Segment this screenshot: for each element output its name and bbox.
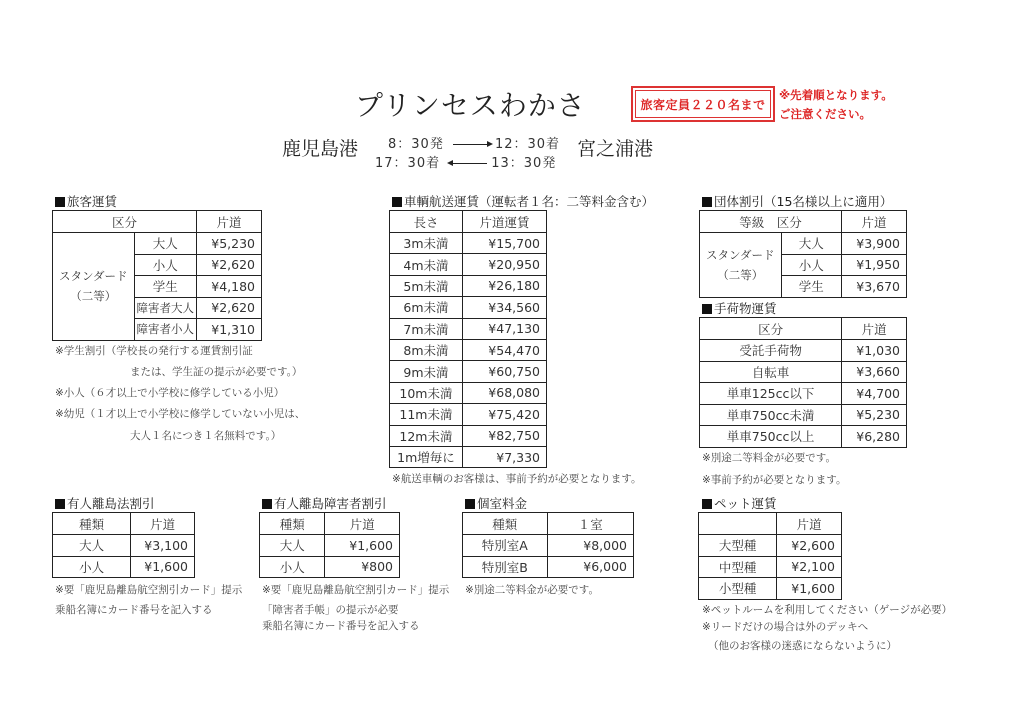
vehicle-fare-title: 車輌航送運賃（運転者１名：二等料金含む） xyxy=(392,192,654,210)
category-cell: 単車750cc以上 xyxy=(700,426,842,448)
price-cell: ¥2,620 xyxy=(197,297,262,319)
caution-notice: ご注意ください。 xyxy=(779,107,871,121)
price-cell: ¥54,470 xyxy=(462,339,546,360)
return-arrive-time: 17：30着 xyxy=(375,156,441,171)
passenger-note: 大人１名につき１名無料です。） xyxy=(130,430,282,442)
baggage-fare-title: 手荷物運賃 xyxy=(702,299,777,317)
price-cell: ¥1,310 xyxy=(197,319,262,341)
category-cell: 大人 xyxy=(781,233,841,255)
capacity-notice: 旅客定員２２０名まで xyxy=(640,97,766,112)
class-standard-cell: スタンダード （二等） xyxy=(53,233,135,341)
price-cell: ¥1,950 xyxy=(842,254,907,276)
vehicle-note: ※航送車輌のお客様は、事前予約が必要となります。 xyxy=(392,473,642,485)
square-bullet-icon xyxy=(55,197,65,207)
header-one-way: 片道 xyxy=(197,211,262,233)
origin-port: 鹿児島港 xyxy=(282,138,359,160)
price-cell: ¥75,420 xyxy=(462,404,546,425)
group-discount-table xyxy=(699,210,907,298)
private-room-table xyxy=(462,512,634,578)
category-cell: 学生 xyxy=(781,276,841,298)
header-category: 区分 xyxy=(53,211,197,233)
price-cell: ¥4,700 xyxy=(842,383,907,405)
price-cell: ¥1,600 xyxy=(777,578,842,600)
header-one-way: 片道 xyxy=(842,318,907,340)
outbound-depart-time: 8：30発 xyxy=(388,137,444,152)
header-one-way-fare: 片道運賃 xyxy=(462,211,546,233)
pet-size-cell: 大型種 xyxy=(699,535,777,557)
length-cell: 5m未満 xyxy=(390,275,463,296)
header-type: 種類 xyxy=(53,513,131,535)
arrow-left-icon xyxy=(449,163,487,164)
price-cell: ¥5,230 xyxy=(197,233,262,255)
price-cell: ¥1,600 xyxy=(131,556,195,578)
header-type: 種類 xyxy=(260,513,325,535)
category-cell: 小人 xyxy=(781,254,841,276)
square-bullet-icon xyxy=(702,197,712,207)
pet-fare-title: ペット運賃 xyxy=(702,494,777,512)
length-cell: 12m未満 xyxy=(390,425,463,446)
price-cell: ¥82,750 xyxy=(462,425,546,446)
square-bullet-icon xyxy=(55,499,65,509)
remote-island-discount-title: 有人離島法割引 xyxy=(55,494,155,512)
pet-note: ※リードだけの場合は外のデッキへ xyxy=(702,621,869,633)
pet-fare-table xyxy=(698,512,842,600)
first-come-notice: ※先着順となります。 xyxy=(779,88,893,102)
header-category: 区分 xyxy=(700,318,842,340)
return-depart-time: 13：30発 xyxy=(491,156,557,171)
length-cell: 1m増毎に xyxy=(390,446,463,467)
price-cell: ¥2,100 xyxy=(777,556,842,578)
pet-note: （他のお客様の迷惑にならないように） xyxy=(708,640,897,652)
category-cell: 大人 xyxy=(260,535,325,557)
header-class-category: 等級 区分 xyxy=(700,211,842,233)
price-cell: ¥7,330 xyxy=(462,446,546,467)
disabled-discount-table xyxy=(259,512,400,578)
square-bullet-icon xyxy=(262,499,272,509)
price-cell: ¥8,000 xyxy=(547,535,633,557)
baggage-note: ※事前予約が必要となります。 xyxy=(702,474,847,486)
arrow-right-icon xyxy=(453,144,491,145)
passenger-note: ※学生割引（学校長の発行する運賃割引証 xyxy=(55,345,253,357)
category-cell: 障害者小人 xyxy=(134,319,197,341)
baggage-note: ※別途二等料金が必要です。 xyxy=(702,452,836,464)
capacity-notice-box xyxy=(631,86,775,122)
category-cell: 障害者大人 xyxy=(134,297,197,319)
price-cell: ¥1,600 xyxy=(325,535,400,557)
price-cell: ¥1,030 xyxy=(842,340,907,362)
class-standard-cell: スタンダード （二等） xyxy=(700,233,782,298)
category-cell: 小人 xyxy=(260,556,325,578)
price-cell: ¥6,280 xyxy=(842,426,907,448)
length-cell: 9m未満 xyxy=(390,361,463,382)
room-cell: 特別室B xyxy=(463,556,548,578)
category-cell: 学生 xyxy=(134,276,197,298)
header-one-way: 片道 xyxy=(842,211,907,233)
length-cell: 10m未満 xyxy=(390,382,463,403)
price-cell: ¥34,560 xyxy=(462,297,546,318)
header-length: 長さ xyxy=(390,211,463,233)
private-room-title: 個室料金 xyxy=(465,494,527,512)
header-one-way: 片道 xyxy=(777,513,842,535)
category-cell: 受託手荷物 xyxy=(700,340,842,362)
square-bullet-icon xyxy=(392,197,402,207)
passenger-fare-table xyxy=(52,210,262,341)
remote-island-discount-table xyxy=(52,512,195,578)
private-room-note: ※別途二等料金が必要です。 xyxy=(465,584,599,596)
length-cell: 11m未満 xyxy=(390,404,463,425)
price-cell: ¥5,230 xyxy=(842,404,907,426)
remote-island-note: 乗船名簿にカード番号を記入する xyxy=(55,604,213,616)
header-one-way: 片道 xyxy=(131,513,195,535)
category-cell: 小人 xyxy=(53,556,131,578)
price-cell: ¥2,620 xyxy=(197,254,262,276)
passenger-note: ※幼児（１才以上で小学校に修学していない小児は、 xyxy=(55,408,306,420)
price-cell: ¥68,080 xyxy=(462,382,546,403)
group-discount-title: 団体割引（15名様以上に適用） xyxy=(702,192,892,210)
pet-note: ※ペットルームを利用してください（ゲージが必要） xyxy=(702,604,953,616)
length-cell: 3m未満 xyxy=(390,233,463,254)
price-cell: ¥47,130 xyxy=(462,318,546,339)
header-one-way: 片道 xyxy=(325,513,400,535)
header-type: 種類 xyxy=(463,513,548,535)
category-cell: 小人 xyxy=(134,254,197,276)
vehicle-fare-table xyxy=(389,210,547,468)
header-per-room: １室 xyxy=(547,513,633,535)
baggage-fare-table xyxy=(699,317,907,448)
page-title: プリンセスわかさ xyxy=(355,89,586,122)
disabled-note: 乗船名簿にカード番号を記入する xyxy=(262,620,420,632)
length-cell: 4m未満 xyxy=(390,254,463,275)
outbound-arrive-time: 12：30着 xyxy=(494,137,561,152)
price-cell: ¥20,950 xyxy=(462,254,546,275)
room-cell: 特別室A xyxy=(463,535,548,557)
pet-size-cell: 中型種 xyxy=(699,556,777,578)
price-cell: ¥3,670 xyxy=(842,276,907,298)
passenger-note: ※小人（６才以上で小学校に修学している小児） xyxy=(55,387,285,399)
price-cell: ¥3,900 xyxy=(842,233,907,255)
price-cell: ¥3,100 xyxy=(131,535,195,557)
length-cell: 6m未満 xyxy=(390,297,463,318)
passenger-note: または、学生証の提示が必要です。） xyxy=(130,366,303,378)
return-schedule xyxy=(375,152,556,171)
outbound-schedule xyxy=(388,133,560,152)
disabled-discount-title: 有人離島障害者割引 xyxy=(262,494,387,512)
category-cell: 自転車 xyxy=(700,361,842,383)
price-cell: ¥15,700 xyxy=(462,233,546,254)
price-cell: ¥60,750 xyxy=(462,361,546,382)
category-cell: 大人 xyxy=(134,233,197,255)
price-cell: ¥3,660 xyxy=(842,361,907,383)
header-empty xyxy=(699,513,777,535)
price-cell: ¥2,600 xyxy=(777,535,842,557)
pet-size-cell: 小型種 xyxy=(699,578,777,600)
price-cell: ¥800 xyxy=(325,556,400,578)
remote-island-note: ※要「鹿児島離島航空割引カード」提示 xyxy=(55,584,243,596)
square-bullet-icon xyxy=(702,304,712,314)
category-cell: 単車125cc以下 xyxy=(700,383,842,405)
price-cell: ¥4,180 xyxy=(197,276,262,298)
length-cell: 8m未満 xyxy=(390,339,463,360)
disabled-note: 「障害者手帳」の提示が必要 xyxy=(262,604,399,616)
category-cell: 単車750cc未満 xyxy=(700,404,842,426)
disabled-note: ※要「鹿児島離島航空割引カード」提示 xyxy=(262,584,450,596)
destination-port: 宮之浦港 xyxy=(577,138,654,160)
category-cell: 大人 xyxy=(53,535,131,557)
length-cell: 7m未満 xyxy=(390,318,463,339)
square-bullet-icon xyxy=(465,499,475,509)
price-cell: ¥26,180 xyxy=(462,275,546,296)
square-bullet-icon xyxy=(702,499,712,509)
price-cell: ¥6,000 xyxy=(547,556,633,578)
passenger-fare-title: 旅客運賃 xyxy=(55,192,117,210)
